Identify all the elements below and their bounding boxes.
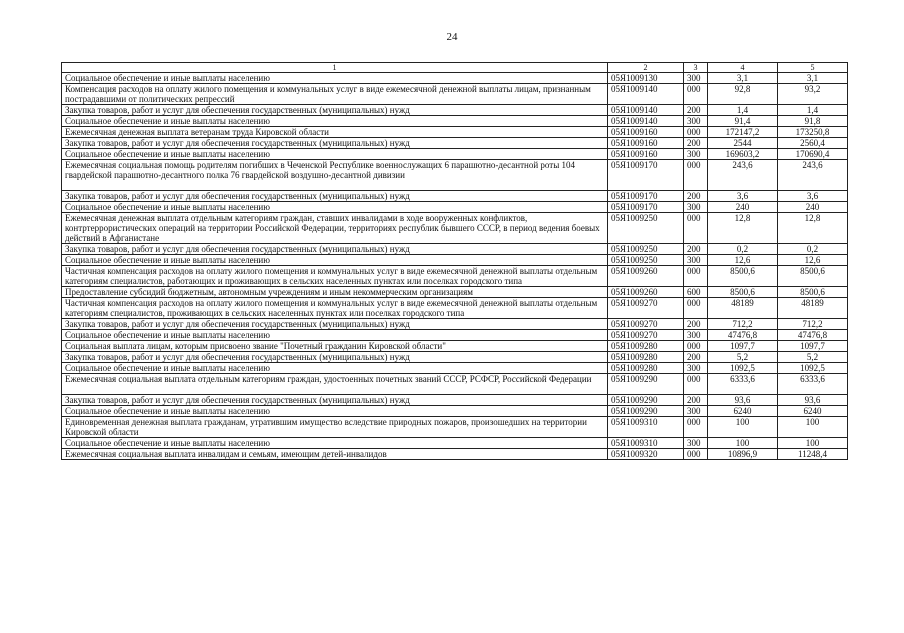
column-header-4: 4 [708,63,778,73]
row-code: 05Я1009280 [608,352,684,363]
row-value-col4: 100 [708,438,778,449]
row-description: Предоставление субсидий бюджетным, автономным учреждениям и иным некоммерческим организациям [62,287,608,298]
row-expense-type: 300 [684,149,708,160]
row-expense-type: 200 [684,105,708,116]
row-expense-type: 000 [684,298,708,319]
row-expense-type: 200 [684,319,708,330]
row-value-col5: 170690,4 [778,149,848,160]
row-expense-type: 000 [684,160,708,191]
column-header-2: 2 [608,63,684,73]
row-code: 05Я1009280 [608,363,684,374]
row-code: 05Я1009290 [608,395,684,406]
row-code: 05Я1009270 [608,298,684,319]
row-value-col4: 169603,2 [708,149,778,160]
row-description: Социальное обеспечение и иные выплаты населению [62,149,608,160]
row-value-col5: 3,6 [778,191,848,202]
row-expense-type: 300 [684,330,708,341]
row-description: Закупка товаров, работ и услуг для обеспечения государственных (муниципальных) нужд [62,352,608,363]
row-description: Закупка товаров, работ и услуг для обеспечения государственных (муниципальных) нужд [62,244,608,255]
row-value-col5: 12,8 [778,213,848,244]
row-expense-type: 200 [684,191,708,202]
row-description: Закупка товаров, работ и услуг для обеспечения государственных (муниципальных) нужд [62,105,608,116]
row-value-col4: 6333,6 [708,374,778,395]
row-value-col5: 100 [778,438,848,449]
column-header-row [62,63,848,73]
row-value-col4: 12,8 [708,213,778,244]
row-value-col4: 8500,6 [708,266,778,287]
row-expense-type: 600 [684,287,708,298]
row-value-col5: 0,2 [778,244,848,255]
row-value-col5: 6240 [778,406,848,417]
row-description: Закупка товаров, работ и услуг для обеспечения государственных (муниципальных) нужд [62,138,608,149]
table-row [62,73,848,84]
table-body [62,73,848,460]
budget-table [61,62,848,460]
row-expense-type: 200 [684,244,708,255]
row-value-col4: 172147,2 [708,127,778,138]
table-row [62,84,848,105]
row-description: Ежемесячная денежная выплата отдельным категориям граждан, ставших инвалидами в ходе вооруженных конфликтов, контртеррористических операций на территории Российской Федерации, территориях республик бывшего СССР, в период ведения боевых действий в Афганистане [62,213,608,244]
table-row [62,116,848,127]
row-value-col5: 3,1 [778,73,848,84]
row-value-col4: 3,6 [708,191,778,202]
row-value-col5: 240 [778,202,848,213]
column-header-3: 3 [684,63,708,73]
row-expense-type: 000 [684,341,708,352]
row-code: 05Я1009170 [608,202,684,213]
row-expense-type: 300 [684,255,708,266]
row-value-col5: 93,6 [778,395,848,406]
row-expense-type: 300 [684,406,708,417]
row-code: 05Я1009290 [608,406,684,417]
table-row [62,287,848,298]
table-row [62,352,848,363]
row-code: 05Я1009270 [608,319,684,330]
row-expense-type: 200 [684,395,708,406]
row-code: 05Я1009250 [608,244,684,255]
row-code: 05Я1009280 [608,341,684,352]
row-description: Единовременная денежная выплата гражданам, утратившим имущество вследствие природных пожаров, произошедших на территории Кировской области [62,417,608,438]
row-description: Социальное обеспечение и иные выплаты населению [62,255,608,266]
row-expense-type: 300 [684,73,708,84]
row-description: Закупка товаров, работ и услуг для обеспечения государственных (муниципальных) нужд [62,319,608,330]
table-row [62,298,848,319]
row-value-col5: 11248,4 [778,449,848,460]
row-description: Социальное обеспечение и иные выплаты населению [62,73,608,84]
row-value-col4: 1092,5 [708,363,778,374]
table-row [62,449,848,460]
table-row [62,191,848,202]
table-row [62,395,848,406]
row-description: Частичная компенсация расходов на оплату жилого помещения и коммунальных услуг в виде ежемесячной денежной выплаты отдельным категориям специалистов, работающих и проживающих в сельских населенных пунктах или поселках городского типа [62,266,608,287]
row-code: 05Я1009320 [608,449,684,460]
row-value-col4: 12,6 [708,255,778,266]
row-expense-type: 300 [684,116,708,127]
row-description: Ежемесячная денежная выплата ветеранам труда Кировской области [62,127,608,138]
row-code: 05Я1009140 [608,105,684,116]
table-row [62,127,848,138]
row-value-col5: 48189 [778,298,848,319]
row-value-col5: 100 [778,417,848,438]
table-row [62,202,848,213]
table-row [62,266,848,287]
row-value-col5: 47476,8 [778,330,848,341]
row-expense-type: 000 [684,374,708,395]
row-value-col5: 12,6 [778,255,848,266]
row-code: 05Я1009130 [608,73,684,84]
row-description: Социальное обеспечение и иные выплаты населению [62,363,608,374]
table-row [62,406,848,417]
row-description: Ежемесячная социальная выплата отдельным категориям граждан, удостоенных почетных званий СССР, РСФСР, Российской Федерации [62,374,608,395]
row-code: 05Я1009160 [608,127,684,138]
row-value-col4: 712,2 [708,319,778,330]
row-value-col5: 8500,6 [778,266,848,287]
row-value-col5: 1097,7 [778,341,848,352]
table-row [62,438,848,449]
row-code: 05Я1009140 [608,116,684,127]
row-description: Социальное обеспечение и иные выплаты населению [62,116,608,127]
row-code: 05Я1009250 [608,255,684,266]
row-description: Ежемесячная социальная выплата инвалидам и семьям, имеющим детей-инвалидов [62,449,608,460]
row-value-col5: 712,2 [778,319,848,330]
row-value-col5: 2560,4 [778,138,848,149]
row-value-col4: 1,4 [708,105,778,116]
row-code: 05Я1009160 [608,138,684,149]
row-description: Компенсация расходов на оплату жилого помещения и коммунальных услуг в виде ежемесячной денежной выплаты лицам, признанным пострадавшими от политических репрессий [62,84,608,105]
row-value-col4: 3,1 [708,73,778,84]
table-row [62,417,848,438]
row-value-col5: 1092,5 [778,363,848,374]
table-row [62,149,848,160]
row-value-col4: 0,2 [708,244,778,255]
table-row [62,213,848,244]
row-description: Закупка товаров, работ и услуг для обеспечения государственных (муниципальных) нужд [62,191,608,202]
row-value-col5: 243,6 [778,160,848,191]
table-row [62,138,848,149]
row-code: 05Я1009140 [608,84,684,105]
row-code: 05Я1009260 [608,266,684,287]
row-value-col5: 93,2 [778,84,848,105]
row-expense-type: 000 [684,84,708,105]
row-value-col4: 1097,7 [708,341,778,352]
row-expense-type: 300 [684,438,708,449]
row-value-col5: 91,8 [778,116,848,127]
row-value-col5: 8500,6 [778,287,848,298]
column-header-5: 5 [778,63,848,73]
row-code: 05Я1009250 [608,213,684,244]
row-value-col4: 243,6 [708,160,778,191]
row-description: Частичная компенсация расходов на оплату жилого помещения и коммунальных услуг в виде ежемесячной денежной выплаты отдельным категориям специалистов, проживающих в сельских населенных пунктах или поселках городского типа [62,298,608,319]
row-value-col5: 1,4 [778,105,848,116]
row-description: Социальная выплата лицам, которым присвоено звание "Почетный гражданин Кировской области" [62,341,608,352]
row-value-col4: 48189 [708,298,778,319]
row-expense-type: 000 [684,213,708,244]
row-expense-type: 000 [684,127,708,138]
row-expense-type: 000 [684,417,708,438]
row-value-col4: 10896,9 [708,449,778,460]
table-row [62,330,848,341]
row-expense-type: 300 [684,363,708,374]
row-description: Закупка товаров, работ и услуг для обеспечения государственных (муниципальных) нужд [62,395,608,406]
row-value-col4: 93,6 [708,395,778,406]
row-description: Социальное обеспечение и иные выплаты населению [62,202,608,213]
row-value-col4: 240 [708,202,778,213]
row-expense-type: 000 [684,266,708,287]
row-value-col5: 173250,8 [778,127,848,138]
row-description: Социальное обеспечение и иные выплаты населению [62,406,608,417]
row-description: Социальное обеспечение и иные выплаты населению [62,330,608,341]
row-expense-type: 000 [684,449,708,460]
row-expense-type: 300 [684,202,708,213]
page-number: 24 [446,31,458,43]
table-row [62,319,848,330]
row-code: 05Я1009260 [608,287,684,298]
row-description: Ежемесячная социальная помощь родителям погибших в Чеченской Республике военнослужащих 6 парашютно-десантной роты 104 гвардейской парашютно-десантного полка 76 гвардейской воздушно-десантной дивизии [62,160,608,191]
row-value-col4: 47476,8 [708,330,778,341]
table-row [62,105,848,116]
table-row [62,160,848,191]
row-code: 05Я1009170 [608,191,684,202]
row-value-col5: 6333,6 [778,374,848,395]
row-value-col5: 5,2 [778,352,848,363]
row-value-col4: 5,2 [708,352,778,363]
row-value-col4: 100 [708,417,778,438]
row-value-col4: 8500,6 [708,287,778,298]
row-code: 05Я1009310 [608,438,684,449]
row-expense-type: 200 [684,352,708,363]
row-code: 05Я1009290 [608,374,684,395]
row-description: Социальное обеспечение и иные выплаты населению [62,438,608,449]
row-value-col4: 92,8 [708,84,778,105]
table-row [62,374,848,395]
row-code: 05Я1009310 [608,417,684,438]
row-code: 05Я1009270 [608,330,684,341]
row-code: 05Я1009170 [608,160,684,191]
row-value-col4: 91,4 [708,116,778,127]
row-value-col4: 2544 [708,138,778,149]
table-row [62,341,848,352]
row-expense-type: 200 [684,138,708,149]
row-code: 05Я1009160 [608,149,684,160]
table-row [62,244,848,255]
table-row [62,255,848,266]
column-header-1: 1 [62,63,608,73]
row-value-col4: 6240 [708,406,778,417]
table-row [62,363,848,374]
